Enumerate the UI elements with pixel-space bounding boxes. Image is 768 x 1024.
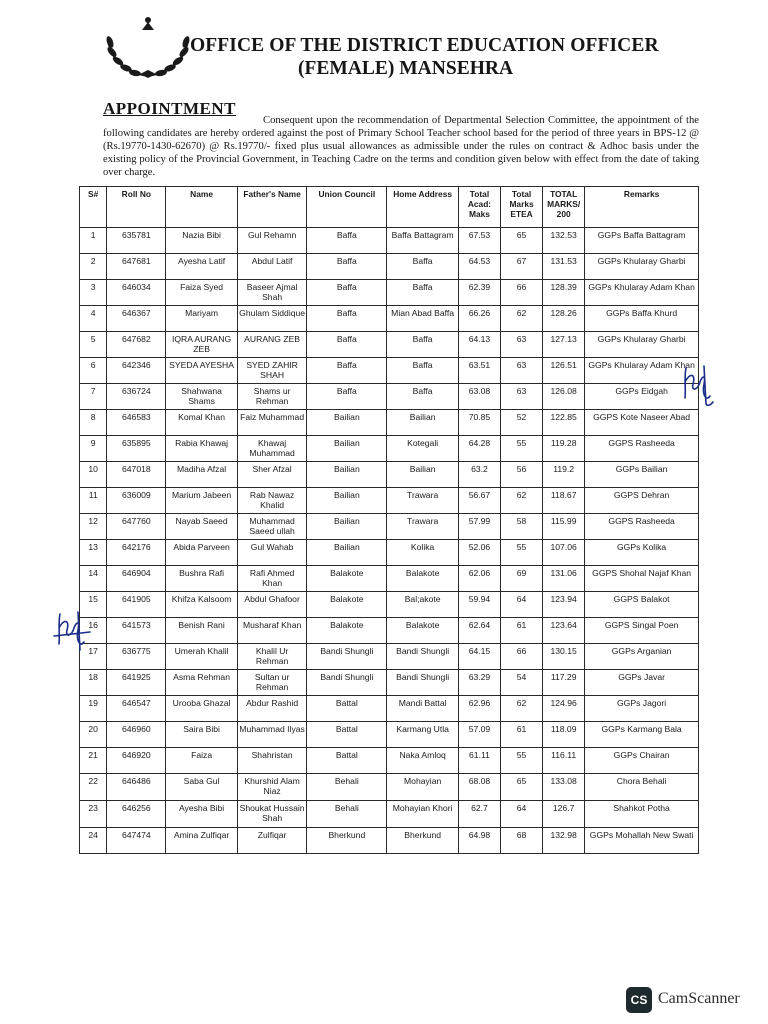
table-cell: Faiza Syed [166, 280, 238, 306]
table-cell: Shahristan [237, 748, 306, 774]
table-cell: Bailian [307, 540, 387, 566]
table-row [80, 696, 699, 722]
table-row [80, 436, 699, 462]
table-cell: 6 [80, 358, 107, 384]
table-cell: Baffa [307, 306, 387, 332]
table-cell: 115.99 [543, 514, 585, 540]
table-cell: Abdur Rashid [237, 696, 306, 722]
table-cell: IQRA AURANG ZEB [166, 332, 238, 358]
camscanner-badge [626, 987, 756, 1013]
table-cell: Balakote [307, 592, 387, 618]
table-cell: Saira Bibi [166, 722, 238, 748]
table-cell: 57.09 [458, 722, 500, 748]
table-header-cell: Roll No [107, 187, 166, 228]
table-cell: Naka Amloq [387, 748, 459, 774]
table-cell: 66.26 [458, 306, 500, 332]
table-cell: 67.53 [458, 228, 500, 254]
table-cell: Bushra Rafi [166, 566, 238, 592]
table-cell: 52 [501, 410, 543, 436]
table-row [80, 801, 699, 828]
table-cell: 62 [501, 696, 543, 722]
candidates-table [79, 186, 699, 854]
table-cell: 646583 [107, 410, 166, 436]
table-cell: 132.98 [543, 828, 585, 854]
table-cell: 7 [80, 384, 107, 410]
table-cell: 21 [80, 748, 107, 774]
table-cell: 63.51 [458, 358, 500, 384]
table-cell: Shoukat Hussain Shah [237, 801, 306, 828]
table-cell: Khifza Kalsoom [166, 592, 238, 618]
table-cell: 64 [501, 801, 543, 828]
table-cell: 56.67 [458, 488, 500, 514]
table-row [80, 280, 699, 306]
table-cell: 641905 [107, 592, 166, 618]
table-cell: 133.08 [543, 774, 585, 801]
table-cell: GGPs Jagori [585, 696, 699, 722]
table-cell: Baffa [307, 228, 387, 254]
table-cell: 646486 [107, 774, 166, 801]
table-cell: Rabia Khawaj [166, 436, 238, 462]
table-cell: Shahkot Potha [585, 801, 699, 828]
table-cell: 61.11 [458, 748, 500, 774]
table-cell: Balakote [307, 618, 387, 644]
table-cell: 55 [501, 748, 543, 774]
table-cell: 17 [80, 644, 107, 670]
table-cell: GGPs Baffa Khurd [585, 306, 699, 332]
table-row [80, 748, 699, 774]
table-cell: 128.39 [543, 280, 585, 306]
table-cell: 61 [501, 618, 543, 644]
table-cell: Bherkund [387, 828, 459, 854]
table-row [80, 774, 699, 801]
table-cell: GGPs Mohallah New Swati [585, 828, 699, 854]
table-cell: Bandi Shungli [307, 644, 387, 670]
table-cell: Sher Afzal [237, 462, 306, 488]
table-cell: 14 [80, 566, 107, 592]
table-cell: 62 [501, 306, 543, 332]
table-cell: GGPs Eidgah [585, 384, 699, 410]
table-cell: Behali [307, 774, 387, 801]
camscanner-label: CamScanner [658, 990, 740, 1007]
table-cell: 641925 [107, 670, 166, 696]
camscanner-logo-icon: CS [626, 987, 652, 1013]
table-cell: Nazia Bibi [166, 228, 238, 254]
table-cell: Mohayian [387, 774, 459, 801]
table-cell: 69 [501, 566, 543, 592]
table-cell: Abdul Latif [237, 254, 306, 280]
table-cell: 52.06 [458, 540, 500, 566]
table-cell: 635895 [107, 436, 166, 462]
table-cell: Benish Rani [166, 618, 238, 644]
table-cell: 128.26 [543, 306, 585, 332]
table-cell: SYEDA AYESHA [166, 358, 238, 384]
table-cell: 64.13 [458, 332, 500, 358]
table-row [80, 644, 699, 670]
table-cell: 647681 [107, 254, 166, 280]
table-cell: 636775 [107, 644, 166, 670]
table-cell: Nayab Saeed [166, 514, 238, 540]
table-cell: Baffa [387, 332, 459, 358]
table-row [80, 254, 699, 280]
table-row [80, 332, 699, 358]
table-row [80, 514, 699, 540]
table-cell: Bherkund [307, 828, 387, 854]
table-cell: GGPS Singal Poen [585, 618, 699, 644]
table-cell: Shams ur Rehman [237, 384, 306, 410]
table-cell: 131.06 [543, 566, 585, 592]
table-cell: Kolika [387, 540, 459, 566]
table-cell: 646034 [107, 280, 166, 306]
table-cell: 2 [80, 254, 107, 280]
table-row [80, 592, 699, 618]
table-cell: GGPs Khularay Adam Khan [585, 280, 699, 306]
table-cell: 122.85 [543, 410, 585, 436]
table-cell: AURANG ZEB [237, 332, 306, 358]
table-cell: Baffa [307, 384, 387, 410]
table-cell: 58 [501, 514, 543, 540]
table-cell: 63 [501, 332, 543, 358]
table-cell: Muhammad Ilyas [237, 722, 306, 748]
table-cell: 635781 [107, 228, 166, 254]
table-cell: Shahwana Shams [166, 384, 238, 410]
table-cell: 62.96 [458, 696, 500, 722]
table-cell: 132.53 [543, 228, 585, 254]
table-cell: Balakote [387, 618, 459, 644]
table-cell: 63 [501, 358, 543, 384]
table-header-cell: TOTAL MARKS/ 200 [543, 187, 585, 228]
table-cell: Balakote [387, 566, 459, 592]
table-row [80, 540, 699, 566]
table-cell: 10 [80, 462, 107, 488]
table-cell: Komal Khan [166, 410, 238, 436]
table-cell: Baffa [387, 384, 459, 410]
table-cell: 64.28 [458, 436, 500, 462]
table-cell: 55 [501, 540, 543, 566]
table-cell: GGPs Baffa Battagram [585, 228, 699, 254]
table-cell: GGPS Kote Naseer Abad [585, 410, 699, 436]
table-cell: Bailian [307, 462, 387, 488]
table-cell: Mian Abad Baffa [387, 306, 459, 332]
table-cell: 19 [80, 696, 107, 722]
table-cell: 8 [80, 410, 107, 436]
table-header-cell: Home Address [387, 187, 459, 228]
table-cell: Baffa [307, 280, 387, 306]
table-cell: 54 [501, 670, 543, 696]
table-cell: GGPs Bailian [585, 462, 699, 488]
table-cell: GGPS Balakot [585, 592, 699, 618]
table-cell: 57.99 [458, 514, 500, 540]
table-cell: Battal [307, 748, 387, 774]
table-cell: Faiza [166, 748, 238, 774]
table-header-cell: Total Marks ETEA [501, 187, 543, 228]
table-cell: 65 [501, 774, 543, 801]
table-cell: 9 [80, 436, 107, 462]
table-cell: 55 [501, 436, 543, 462]
table-cell: Rab Nawaz Khalid [237, 488, 306, 514]
table-cell: Bandi Shungli [387, 644, 459, 670]
table-cell: GGPs Khularay Gharbi [585, 332, 699, 358]
table-cell: Musharaf Khan [237, 618, 306, 644]
table-row [80, 228, 699, 254]
table-body [80, 228, 699, 854]
table-cell: 117.29 [543, 670, 585, 696]
table-cell: 66 [501, 644, 543, 670]
table-cell: 62 [501, 488, 543, 514]
table-row [80, 358, 699, 384]
table-cell: 62.64 [458, 618, 500, 644]
table-cell: Bailian [307, 410, 387, 436]
table-cell: 64.98 [458, 828, 500, 854]
handwritten-signature-icon [52, 606, 94, 652]
table-cell: 18 [80, 670, 107, 696]
table-cell: 15 [80, 592, 107, 618]
table-cell: Mariyam [166, 306, 238, 332]
table-cell: 642346 [107, 358, 166, 384]
table-cell: Bailian [307, 488, 387, 514]
handwritten-signature-icon [680, 362, 720, 408]
table-header-cell: Remarks [585, 187, 699, 228]
table-cell: 636009 [107, 488, 166, 514]
appointment-paragraph: Consequent upon the recommendation of Departmental Selection Committee, the appointment of the following candidates are hereby ordered against the post of Primary School Teacher school based for the period of three years in BPS-12 @ (Rs.19770-1430-62670) @ Rs.19770/- fixed plus usual allowances as admissible under the rules on contract & Adhoc basis under the existing policy of the Provincial Government, in Teaching Cadre on the terms and condition given below with effect from the date of taking over charge. [103, 115, 699, 178]
table-cell: GGPs Khularay Gharbi [585, 254, 699, 280]
wreath-emblem-icon [98, 12, 198, 82]
table-cell: GGPs Karmang Bala [585, 722, 699, 748]
table-cell: 16 [80, 618, 107, 644]
table-cell: Baffa [387, 254, 459, 280]
table-cell: Karmang Utla [387, 722, 459, 748]
table-cell: GGPs Kolika [585, 540, 699, 566]
table-header-row [80, 187, 699, 228]
table-cell: Marium Jabeen [166, 488, 238, 514]
table-cell: Zulfiqar [237, 828, 306, 854]
table-cell: 66 [501, 280, 543, 306]
table-header-cell: S# [80, 187, 107, 228]
table-cell: 642176 [107, 540, 166, 566]
table-cell: 636724 [107, 384, 166, 410]
table-cell: 65 [501, 228, 543, 254]
appointment-heading: APPOINTMENT [103, 99, 236, 118]
table-row [80, 722, 699, 748]
table-cell: Umerah Khalil [166, 644, 238, 670]
table-cell: 62.7 [458, 801, 500, 828]
table-cell: Trawara [387, 514, 459, 540]
table-cell: Faiz Muhammad [237, 410, 306, 436]
table-cell: 22 [80, 774, 107, 801]
table-cell: Rafi Ahmed Khan [237, 566, 306, 592]
table-cell: 123.64 [543, 618, 585, 644]
table-cell: Bailian [307, 436, 387, 462]
table-cell: Saba Gul [166, 774, 238, 801]
table-cell: Baseer Ajmal Shah [237, 280, 306, 306]
table-cell: SYED ZAHIR SHAH [237, 358, 306, 384]
table-cell: Khalil Ur Rehman [237, 644, 306, 670]
table-cell: 116.11 [543, 748, 585, 774]
table-cell: 24 [80, 828, 107, 854]
table-cell: 131.53 [543, 254, 585, 280]
table-cell: 13 [80, 540, 107, 566]
table-cell: 646547 [107, 696, 166, 722]
table-row [80, 828, 699, 854]
table-row [80, 410, 699, 436]
table-cell: GGPs Chairan [585, 748, 699, 774]
table-cell: Mohayian Khori [387, 801, 459, 828]
table-cell: 63.29 [458, 670, 500, 696]
table-cell: Sultan ur Rehman [237, 670, 306, 696]
table-cell: Urooba Ghazal [166, 696, 238, 722]
table-header-cell: Union Council [307, 187, 387, 228]
table-cell: Balakote [307, 566, 387, 592]
table-cell: 646920 [107, 748, 166, 774]
table-cell: Bandi Shungli [387, 670, 459, 696]
table-cell: 647760 [107, 514, 166, 540]
table-cell: 1 [80, 228, 107, 254]
table-cell: Bailian [307, 514, 387, 540]
table-cell: Bailian [387, 410, 459, 436]
table-cell: GGPs Javar [585, 670, 699, 696]
table-row [80, 618, 699, 644]
table-cell: 23 [80, 801, 107, 828]
table-cell: Amina Zulfiqar [166, 828, 238, 854]
table-cell: 4 [80, 306, 107, 332]
table-row [80, 462, 699, 488]
table-row [80, 306, 699, 332]
table-cell: Bandi Shungli [307, 670, 387, 696]
table-cell: 118.67 [543, 488, 585, 514]
table-cell: Behali [307, 801, 387, 828]
table-cell: 62.39 [458, 280, 500, 306]
table-cell: Madiha Afzal [166, 462, 238, 488]
table-row [80, 670, 699, 696]
table-cell: 126.7 [543, 801, 585, 828]
table-row [80, 566, 699, 592]
table-cell: Baffa Battagram [387, 228, 459, 254]
table-cell: Gul Wahab [237, 540, 306, 566]
table-row [80, 488, 699, 514]
table-cell: Ghulam Siddique [237, 306, 306, 332]
table-cell: Baffa [387, 280, 459, 306]
table-cell: 68 [501, 828, 543, 854]
table-cell: 119.2 [543, 462, 585, 488]
table-cell: Bal;akote [387, 592, 459, 618]
table-cell: Khawaj Muhammad [237, 436, 306, 462]
table-cell: 126.08 [543, 384, 585, 410]
table-cell: 647018 [107, 462, 166, 488]
table-cell: Chora Behali [585, 774, 699, 801]
table-cell: 123.94 [543, 592, 585, 618]
table-cell: Baffa [387, 358, 459, 384]
table-cell: 647474 [107, 828, 166, 854]
table-cell: Ayesha Latif [166, 254, 238, 280]
table-cell: 119.28 [543, 436, 585, 462]
table-cell: Muhammad Saeed ullah [237, 514, 306, 540]
table-cell: 70.85 [458, 410, 500, 436]
table-cell: Kotegali [387, 436, 459, 462]
table-header-cell: Father's Name [237, 187, 306, 228]
table-cell: GGPS Dehran [585, 488, 699, 514]
table-cell: GGPs Khularay Adam Khan [585, 358, 699, 384]
table-cell: 646904 [107, 566, 166, 592]
table-cell: 67 [501, 254, 543, 280]
table-cell: 59.94 [458, 592, 500, 618]
table-cell: 130.15 [543, 644, 585, 670]
table-cell: Trawara [387, 488, 459, 514]
table-cell: 107.06 [543, 540, 585, 566]
table-cell: 641573 [107, 618, 166, 644]
table-cell: Battal [307, 696, 387, 722]
table-cell: Baffa [307, 358, 387, 384]
table-cell: Gul Rehamn [237, 228, 306, 254]
table-cell: 64.15 [458, 644, 500, 670]
table-cell: GGPS Shohal Najaf Khan [585, 566, 699, 592]
table-cell: 127.13 [543, 332, 585, 358]
table-cell: Khurshid Alam Niaz [237, 774, 306, 801]
table-cell: 68.08 [458, 774, 500, 801]
table-cell: 124.96 [543, 696, 585, 722]
table-cell: 126.51 [543, 358, 585, 384]
table-cell: Bailian [387, 462, 459, 488]
table-cell: Baffa [307, 254, 387, 280]
table-header-cell: Name [166, 187, 238, 228]
table-cell: 64 [501, 592, 543, 618]
table-cell: Battal [307, 722, 387, 748]
table-cell: Mandi Battal [387, 696, 459, 722]
table-cell: 647682 [107, 332, 166, 358]
table-cell: Asma Rehman [166, 670, 238, 696]
table-cell: 5 [80, 332, 107, 358]
table-cell: 63 [501, 384, 543, 410]
table-cell: 64.53 [458, 254, 500, 280]
table-cell: 646367 [107, 306, 166, 332]
table-cell: 118.09 [543, 722, 585, 748]
table-cell: GGPs Arganian [585, 644, 699, 670]
table-cell: 12 [80, 514, 107, 540]
table-cell: 3 [80, 280, 107, 306]
table-cell: 646256 [107, 801, 166, 828]
table-cell: Abdul Ghafoor [237, 592, 306, 618]
table-cell: GGPS Rasheeda [585, 436, 699, 462]
office-title-line1: OFFICE OF THE DISTRICT EDUCATION OFFICER [190, 35, 659, 56]
table-cell: GGPS Rasheeda [585, 514, 699, 540]
table-cell: 63.2 [458, 462, 500, 488]
table-cell: 646960 [107, 722, 166, 748]
table-cell: Ayesha Bibi [166, 801, 238, 828]
table-cell: 62.06 [458, 566, 500, 592]
table-cell: 20 [80, 722, 107, 748]
table-header-cell: Total Acad: Maks [458, 187, 500, 228]
table-cell: 11 [80, 488, 107, 514]
office-title-line2: (FEMALE) MANSEHRA [298, 58, 514, 79]
table-cell: 63.08 [458, 384, 500, 410]
table-cell: 56 [501, 462, 543, 488]
table-cell: 61 [501, 722, 543, 748]
table-row [80, 384, 699, 410]
table-cell: Abida Parveen [166, 540, 238, 566]
table-cell: Baffa [307, 332, 387, 358]
